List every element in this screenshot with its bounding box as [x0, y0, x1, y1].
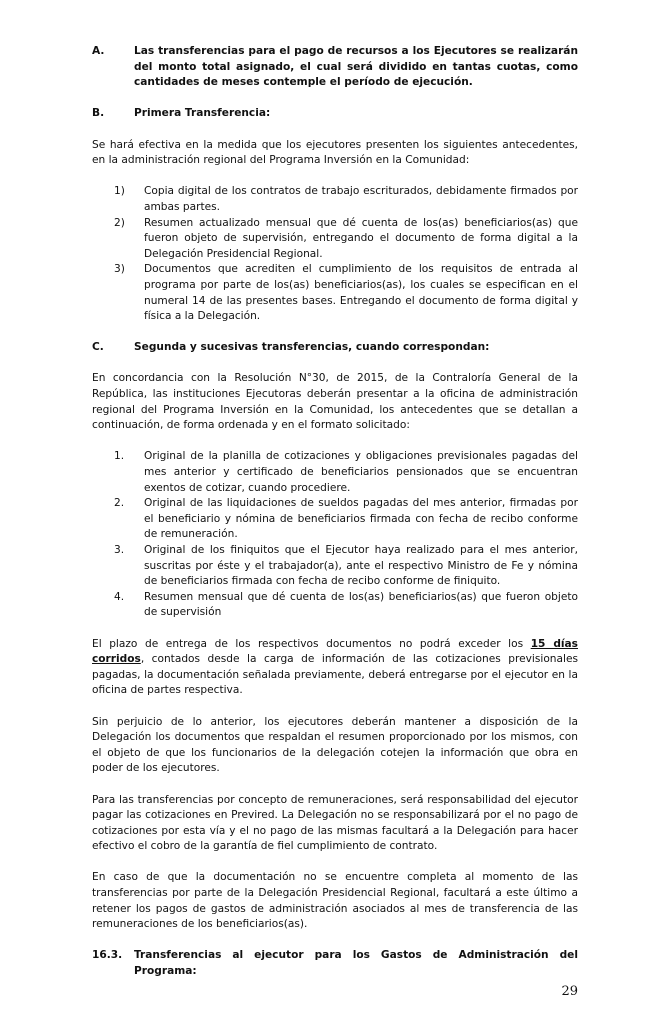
section-c-title: Segunda y sucesivas transferencias, cuando correspondan: — [134, 341, 490, 354]
list-number: 4. — [114, 590, 125, 603]
list-text: Resumen mensual que dé cuenta de los(as) beneficiarios(as) que fueron objeto de supervisión — [144, 590, 578, 619]
list-text: Original de las liquidaciones de sueldos pagadas del mes anterior, firmadas por el beneficiario y nómina de beneficiarios firmada con fecha de recibo conforme de remuneración. — [144, 497, 578, 541]
list-number: 1) — [114, 185, 125, 198]
section-c-list — [92, 449, 578, 621]
list-number: 3) — [114, 263, 125, 276]
plazo-paragraph — [92, 637, 578, 699]
list-text: Documentos que acrediten el cumplimiento de los requisitos de entrada al programa por parte de los(as) beneficiarios(as), los cuales se especifican en el numeral 14 de las presentes bases. Entregando el documento de forma digital y física a la Delegación. — [144, 263, 578, 323]
list-text: Resumen actualizado mensual que dé cuenta de los(as) beneficiarios(as) que fueron objeto de supervisión, entregando el documento de forma digital a la Delegación Presidencial Regional. — [144, 216, 578, 260]
list-item — [92, 590, 578, 621]
list-item — [92, 262, 578, 324]
paragraph-remuneraciones: Para las transferencias por concepto de remuneraciones, será responsabilidad del ejecutor pagar las cotizaciones en Previred. La Delegación no se responsabilizará por el no pago de cotizaciones por esta vía y el no pago de las mismas facultará a la Delegación para hacer efectivo el cobro de la garantía de fiel cumplimiento de contrato. — [92, 793, 578, 853]
section-b-list — [92, 184, 578, 324]
section-b-title: Primera Transferencia: — [134, 107, 271, 120]
section-16-3-heading — [92, 948, 578, 979]
section-16-3-label: 16.3. — [92, 949, 123, 962]
section-c-intro: En concordancia con la Resolución N°30, de 2015, de la Contraloría General de la República, las instituciones Ejecutoras deberán presentar a la oficina de administración regional del Programa Inversión en la Comunidad, los antecedentes que se detallan a continuación, de forma ordenada y en el formato solicitado: — [92, 372, 578, 432]
page-number: 29 — [561, 984, 578, 999]
list-item — [92, 216, 578, 263]
section-16-3-title: Transferencias al ejecutor para los Gastos de Administración del Programa: — [134, 949, 578, 978]
plazo-text-after: , contados desde la carga de información de las cotizaciones previsionales pagadas, la documentación señalada previamente, deberá entregarse por el ejecutor en la oficina de partes respectiva. — [92, 653, 578, 697]
document-page — [92, 44, 578, 980]
list-item — [92, 496, 578, 543]
list-number: 1. — [114, 450, 125, 463]
section-c-label: C. — [92, 341, 104, 354]
section-a-label: A. — [92, 45, 105, 57]
list-item — [92, 543, 578, 590]
list-item — [92, 184, 578, 215]
plazo-text-before: El plazo de entrega de los respectivos documentos no podrá exceder los — [92, 637, 531, 650]
paragraph-documentacion: En caso de que la documentación no se encuentre completa al momento de las transferencias por parte de la Delegación Presidencial Regional, facultará a este último a retener los pagos de gastos de administración asociados al mes de transferencia de las remuneraciones de los beneficiarios(as). — [92, 871, 578, 931]
section-b-heading — [92, 106, 578, 122]
list-number: 2) — [114, 216, 125, 229]
list-text: Original de la planilla de cotizaciones y obligaciones previsionales pagadas del mes anterior y certificado de beneficiarios pensionados que se encuentran exentos de cotizar, cuando procediere. — [144, 450, 578, 494]
list-item — [92, 449, 578, 496]
section-c-heading — [92, 340, 578, 356]
list-text: Original de los finiquitos que el Ejecutor haya realizado para el mes anterior, suscritas por éste y el trabajador(a), ante el respectivo Ministro de Fe y nómina de beneficiarios firmada con fecha de recibo conforme de finiquito. — [144, 544, 578, 588]
list-number: 2. — [114, 497, 125, 510]
section-b-intro: Se hará efectiva en la medida que los ejecutores presenten los siguientes antecedentes, en la administración regional del Programa Inversión en la Comunidad: — [92, 138, 578, 167]
section-a-heading — [92, 44, 578, 91]
section-b-label: B. — [92, 107, 105, 120]
plazo-emphasis: 15 días corridos — [92, 637, 578, 666]
paragraph-delegacion: Sin perjuicio de lo anterior, los ejecutores deberán mantener a disposición de la Delegación los documentos que respaldan el resumen proporcionado por los mismos, con el objeto de que los funcionarios de la delegación cotejen la información que obra en poder de los ejecutores. — [92, 715, 578, 775]
section-a-text: Las transferencias para el pago de recursos a los Ejecutores se realizarán del monto total asignado, el cual será dividido en tantas cuotas, como cantidades de meses contemple el período de ejecución. — [134, 45, 578, 89]
list-number: 3. — [114, 544, 125, 556]
list-text: Copia digital de los contratos de trabajo escriturados, debidamente firmados por ambas partes. — [144, 185, 578, 213]
